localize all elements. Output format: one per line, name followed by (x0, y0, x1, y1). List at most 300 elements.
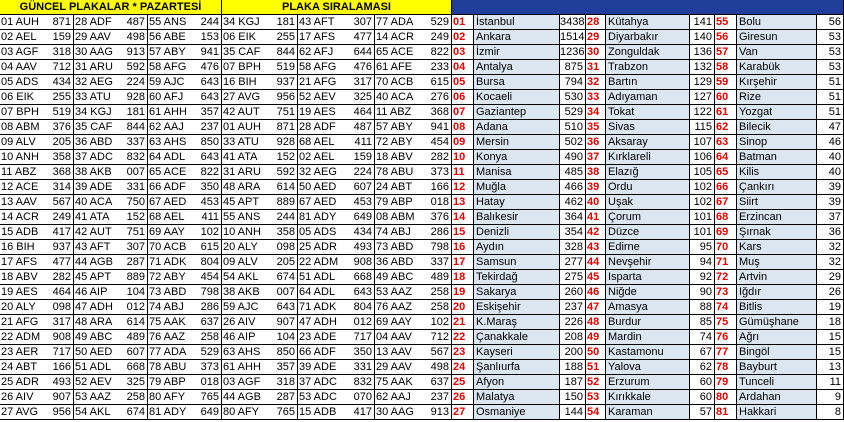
city-count[interactable]: 37 (817, 210, 844, 225)
city-count[interactable]: 60 (690, 375, 715, 390)
city-count[interactable]: 144 (560, 405, 586, 420)
rank-number[interactable]: 59 (715, 75, 737, 90)
plate-cell[interactable] (298, 285, 375, 300)
rank-number[interactable]: 10 (452, 150, 474, 165)
plate-cell[interactable] (298, 405, 375, 420)
plate-cell[interactable] (375, 405, 452, 420)
city-name[interactable]: Erzurum (606, 375, 690, 390)
city-name[interactable]: Antalya (474, 60, 560, 75)
plate-cell[interactable] (74, 330, 148, 345)
city-name[interactable]: Zonguldak (606, 45, 690, 60)
city-count[interactable]: 51 (817, 105, 844, 120)
plate-cell[interactable] (74, 285, 148, 300)
plate-cell[interactable] (74, 255, 148, 270)
city-count[interactable]: 51 (817, 90, 844, 105)
plate-cell[interactable] (222, 15, 298, 30)
city-count[interactable]: 11 (817, 375, 844, 390)
city-name[interactable]: İzmir (474, 45, 560, 60)
plate-cell[interactable] (298, 225, 375, 240)
plate-cell[interactable] (298, 390, 375, 405)
plate-cell[interactable] (222, 330, 298, 345)
plate-cell[interactable] (375, 165, 452, 180)
rank-number[interactable]: 70 (715, 240, 737, 255)
rank-number[interactable]: 31 (586, 60, 606, 75)
plate-cell[interactable] (222, 315, 298, 330)
plate-cell[interactable] (74, 270, 148, 285)
city-name[interactable]: Sakarya (474, 285, 560, 300)
rank-number[interactable]: 17 (452, 255, 474, 270)
city-count[interactable]: 53 (817, 45, 844, 60)
city-name[interactable]: Bartın (606, 75, 690, 90)
rank-number[interactable]: 50 (586, 345, 606, 360)
plate-cell[interactable] (222, 75, 298, 90)
city-count[interactable]: 141 (690, 15, 715, 30)
plate-cell[interactable] (74, 165, 148, 180)
plate-cell[interactable] (148, 240, 222, 255)
plate-cell[interactable] (74, 60, 148, 75)
plate-cell[interactable] (74, 120, 148, 135)
plate-cell[interactable] (74, 360, 148, 375)
city-count[interactable]: 101 (690, 225, 715, 240)
city-name[interactable]: Kırşehir (737, 75, 817, 90)
plate-cell[interactable] (0, 135, 74, 150)
plate-cell[interactable] (0, 375, 74, 390)
city-name[interactable]: Trabzon (606, 60, 690, 75)
plate-cell[interactable] (222, 360, 298, 375)
plate-cell[interactable] (0, 255, 74, 270)
plate-cell[interactable] (0, 45, 74, 60)
rank-number[interactable]: 06 (452, 90, 474, 105)
city-name[interactable]: Denizli (474, 225, 560, 240)
city-count[interactable]: 40 (817, 165, 844, 180)
city-count[interactable]: 115 (690, 120, 715, 135)
rank-number[interactable]: 05 (452, 75, 474, 90)
plate-cell[interactable] (148, 270, 222, 285)
plate-cell[interactable] (298, 330, 375, 345)
rank-number[interactable]: 47 (586, 300, 606, 315)
rank-number[interactable]: 16 (452, 240, 474, 255)
plate-cell[interactable] (222, 210, 298, 225)
city-name[interactable]: Tokat (606, 105, 690, 120)
plate-cell[interactable] (298, 75, 375, 90)
city-count[interactable]: 92 (690, 270, 715, 285)
plate-cell[interactable] (148, 360, 222, 375)
rank-number[interactable]: 25 (452, 375, 474, 390)
plate-cell[interactable] (0, 345, 74, 360)
city-name[interactable]: Mardin (606, 330, 690, 345)
rank-number[interactable]: 57 (715, 45, 737, 60)
city-count[interactable]: 47 (817, 120, 844, 135)
city-name[interactable]: Muğla (474, 180, 560, 195)
city-count[interactable]: 67 (690, 345, 715, 360)
plate-cell[interactable] (74, 210, 148, 225)
city-count[interactable]: 101 (690, 210, 715, 225)
city-count[interactable]: 226 (560, 315, 586, 330)
city-name[interactable]: Van (737, 45, 817, 60)
rank-number[interactable]: 35 (586, 120, 606, 135)
rank-number[interactable]: 72 (715, 270, 737, 285)
city-name[interactable]: Hakkari (737, 405, 817, 420)
plate-cell[interactable] (222, 150, 298, 165)
city-count[interactable]: 32 (817, 240, 844, 255)
rank-number[interactable]: 19 (452, 285, 474, 300)
rank-number[interactable]: 41 (586, 210, 606, 225)
rank-number[interactable]: 07 (452, 105, 474, 120)
city-count[interactable]: 275 (560, 270, 586, 285)
plate-cell[interactable] (375, 180, 452, 195)
rank-number[interactable]: 32 (586, 75, 606, 90)
city-count[interactable]: 277 (560, 255, 586, 270)
rank-number[interactable]: 68 (715, 210, 737, 225)
rank-number[interactable]: 36 (586, 135, 606, 150)
rank-number[interactable]: 43 (586, 240, 606, 255)
plate-cell[interactable] (375, 60, 452, 75)
city-count[interactable]: 875 (560, 60, 586, 75)
city-count[interactable]: 9 (817, 390, 844, 405)
rank-number[interactable]: 75 (715, 315, 737, 330)
city-count[interactable]: 19 (817, 300, 844, 315)
city-name[interactable]: Afyon (474, 375, 560, 390)
plate-cell[interactable] (375, 255, 452, 270)
city-name[interactable]: Elazığ (606, 165, 690, 180)
city-name[interactable]: Uşak (606, 195, 690, 210)
plate-cell[interactable] (74, 225, 148, 240)
city-count[interactable]: 51 (817, 75, 844, 90)
city-count[interactable]: 188 (560, 360, 586, 375)
plate-cell[interactable] (148, 60, 222, 75)
plate-cell[interactable] (148, 195, 222, 210)
plate-cell[interactable] (375, 195, 452, 210)
city-name[interactable]: Giresun (737, 30, 817, 45)
plate-cell[interactable] (222, 90, 298, 105)
rank-number[interactable]: 30 (586, 45, 606, 60)
plate-cell[interactable] (148, 30, 222, 45)
plate-cell[interactable] (222, 30, 298, 45)
city-name[interactable]: Bilecik (737, 120, 817, 135)
plate-cell[interactable] (222, 45, 298, 60)
plate-cell[interactable] (0, 105, 74, 120)
rank-number[interactable]: 13 (452, 195, 474, 210)
plate-cell[interactable] (298, 210, 375, 225)
city-name[interactable]: Gaziantep (474, 105, 560, 120)
plate-cell[interactable] (0, 30, 74, 45)
plate-cell[interactable] (375, 210, 452, 225)
plate-cell[interactable] (0, 300, 74, 315)
city-count[interactable]: 529 (560, 105, 586, 120)
rank-number[interactable]: 73 (715, 285, 737, 300)
rank-number[interactable]: 01 (452, 15, 474, 30)
plate-cell[interactable] (222, 375, 298, 390)
rank-number[interactable]: 08 (452, 120, 474, 135)
city-count[interactable]: 94 (690, 255, 715, 270)
city-name[interactable]: Hatay (474, 195, 560, 210)
city-name[interactable]: Malatya (474, 390, 560, 405)
city-name[interactable]: Manisa (474, 165, 560, 180)
plate-cell[interactable] (74, 30, 148, 45)
plate-cell[interactable] (298, 375, 375, 390)
city-name[interactable]: Sivas (606, 120, 690, 135)
plate-cell[interactable] (222, 405, 298, 420)
city-name[interactable]: Bolu (737, 15, 817, 30)
plate-cell[interactable] (148, 390, 222, 405)
city-count[interactable]: 56 (817, 15, 844, 30)
city-name[interactable]: Diyarbakır (606, 30, 690, 45)
rank-number[interactable]: 04 (452, 60, 474, 75)
city-name[interactable]: Çankırı (737, 180, 817, 195)
city-name[interactable]: Edirne (606, 240, 690, 255)
plate-cell[interactable] (74, 150, 148, 165)
plate-cell[interactable] (0, 15, 74, 30)
city-name[interactable]: Samsun (474, 255, 560, 270)
city-count[interactable]: 1514 (560, 31, 585, 43)
city-count[interactable]: 1236 (560, 46, 585, 58)
city-name[interactable]: Yalova (606, 360, 690, 375)
city-count[interactable]: 8 (817, 405, 844, 420)
plate-cell[interactable] (375, 330, 452, 345)
city-name[interactable]: K.Maraş (474, 315, 560, 330)
rank-number[interactable]: 74 (715, 300, 737, 315)
plate-cell[interactable] (298, 15, 375, 30)
city-count[interactable]: 140 (690, 30, 715, 45)
plate-cell[interactable] (0, 165, 74, 180)
city-name[interactable]: Ankara (474, 30, 560, 45)
plate-cell[interactable] (74, 15, 148, 30)
city-name[interactable]: Yozgat (737, 105, 817, 120)
city-count[interactable]: 260 (560, 285, 586, 300)
plate-cell[interactable] (298, 180, 375, 195)
city-name[interactable]: Eskişehir (474, 300, 560, 315)
city-name[interactable]: Bingöl (737, 345, 817, 360)
city-count[interactable]: 354 (560, 225, 586, 240)
rank-number[interactable]: 61 (715, 105, 737, 120)
city-name[interactable]: Ardahan (737, 390, 817, 405)
city-name[interactable]: Tunceli (737, 375, 817, 390)
city-name[interactable]: Düzce (606, 225, 690, 240)
city-name[interactable]: Kocaeli (474, 90, 560, 105)
plate-cell[interactable] (375, 30, 452, 45)
plate-cell[interactable] (148, 375, 222, 390)
plate-cell[interactable] (222, 255, 298, 270)
city-count[interactable]: 510 (560, 120, 586, 135)
plate-cell[interactable] (0, 270, 74, 285)
city-name[interactable]: Kars (737, 240, 817, 255)
rank-number[interactable]: 12 (452, 180, 474, 195)
plate-cell[interactable] (0, 405, 74, 420)
city-name[interactable]: Iğdır (737, 285, 817, 300)
plate-cell[interactable] (74, 135, 148, 150)
rank-number[interactable]: 80 (715, 390, 737, 405)
city-count[interactable]: 74 (690, 330, 715, 345)
rank-number[interactable]: 20 (452, 300, 474, 315)
city-count[interactable]: 490 (560, 150, 586, 165)
city-count[interactable]: 150 (560, 390, 586, 405)
city-name[interactable]: Amasya (606, 300, 690, 315)
rank-number[interactable]: 28 (586, 15, 606, 30)
plate-cell[interactable] (375, 105, 452, 120)
city-name[interactable]: Bursa (474, 75, 560, 90)
plate-cell[interactable] (298, 45, 375, 60)
plate-cell[interactable] (222, 300, 298, 315)
city-count[interactable]: 237 (560, 300, 586, 315)
rank-number[interactable]: 65 (715, 165, 737, 180)
city-name[interactable]: Kırıkkale (606, 390, 690, 405)
city-name[interactable]: Ordu (606, 180, 690, 195)
city-name[interactable]: Bayburt (737, 360, 817, 375)
city-count[interactable]: 95 (690, 240, 715, 255)
city-count[interactable]: 13 (817, 360, 844, 375)
city-name[interactable]: Ağrı (737, 330, 817, 345)
city-count[interactable]: 466 (560, 180, 586, 195)
rank-number[interactable]: 58 (715, 60, 737, 75)
rank-number[interactable]: 03 (452, 45, 474, 60)
plate-cell[interactable] (0, 330, 74, 345)
city-name[interactable]: Aksaray (606, 135, 690, 150)
plate-cell[interactable] (74, 45, 148, 60)
plate-cell[interactable] (74, 405, 148, 420)
plate-cell[interactable] (148, 75, 222, 90)
rank-number[interactable]: 15 (452, 225, 474, 240)
city-name[interactable]: İstanbul (474, 15, 560, 30)
city-name[interactable]: Muş (737, 255, 817, 270)
plate-cell[interactable] (0, 150, 74, 165)
city-count[interactable]: 26 (817, 285, 844, 300)
plate-cell[interactable] (298, 255, 375, 270)
plate-cell[interactable] (74, 300, 148, 315)
city-name[interactable]: Adana (474, 120, 560, 135)
plate-cell[interactable] (298, 165, 375, 180)
city-name[interactable]: Artvin (737, 270, 817, 285)
city-name[interactable]: Çanakkale (474, 330, 560, 345)
city-count[interactable]: 136 (690, 45, 715, 60)
city-count[interactable]: 105 (690, 165, 715, 180)
plate-cell[interactable] (0, 315, 74, 330)
city-name[interactable]: Kastamonu (606, 345, 690, 360)
plate-cell[interactable] (148, 345, 222, 360)
plate-cell[interactable] (148, 225, 222, 240)
city-name[interactable]: Niğde (606, 285, 690, 300)
plate-cell[interactable] (222, 195, 298, 210)
plate-cell[interactable] (222, 225, 298, 240)
plate-cell[interactable] (298, 150, 375, 165)
city-count[interactable]: 102 (690, 180, 715, 195)
plate-cell[interactable] (298, 345, 375, 360)
plate-cell[interactable] (0, 75, 74, 90)
rank-number[interactable]: 81 (715, 405, 737, 420)
plate-cell[interactable] (222, 285, 298, 300)
plate-cell[interactable] (375, 270, 452, 285)
city-name[interactable]: Rize (737, 90, 817, 105)
plate-cell[interactable] (222, 390, 298, 405)
plate-cell[interactable] (0, 225, 74, 240)
rank-number[interactable]: 67 (715, 195, 737, 210)
rank-number[interactable]: 18 (452, 270, 474, 285)
city-count[interactable]: 485 (560, 165, 586, 180)
city-name[interactable]: Çorum (606, 210, 690, 225)
city-name[interactable]: Osmaniye (474, 405, 560, 420)
city-name[interactable]: Mersin (474, 135, 560, 150)
rank-number[interactable]: 64 (715, 150, 737, 165)
plate-cell[interactable] (0, 180, 74, 195)
plate-cell[interactable] (375, 15, 452, 30)
plate-cell[interactable] (222, 135, 298, 150)
plate-cell[interactable] (222, 105, 298, 120)
plate-cell[interactable] (298, 240, 375, 255)
plate-cell[interactable] (148, 300, 222, 315)
rank-number[interactable]: 24 (452, 360, 474, 375)
city-count[interactable]: 187 (560, 375, 586, 390)
city-count[interactable]: 122 (690, 105, 715, 120)
city-count[interactable]: 60 (690, 390, 715, 405)
plate-cell[interactable] (148, 405, 222, 420)
rank-number[interactable]: 11 (452, 165, 474, 180)
plate-cell[interactable] (375, 315, 452, 330)
plate-cell[interactable] (148, 120, 222, 135)
plate-cell[interactable] (298, 195, 375, 210)
plate-cell[interactable] (0, 390, 74, 405)
plate-cell[interactable] (298, 105, 375, 120)
city-name[interactable]: Şırnak (737, 225, 817, 240)
plate-cell[interactable] (148, 285, 222, 300)
plate-cell[interactable] (74, 90, 148, 105)
plate-cell[interactable] (148, 210, 222, 225)
plate-cell[interactable] (298, 360, 375, 375)
rank-number[interactable]: 22 (452, 330, 474, 345)
rank-number[interactable]: 77 (715, 345, 737, 360)
rank-number[interactable]: 53 (586, 390, 606, 405)
plate-cell[interactable] (222, 270, 298, 285)
rank-number[interactable]: 62 (715, 120, 737, 135)
plate-cell[interactable] (375, 360, 452, 375)
rank-number[interactable]: 33 (586, 90, 606, 105)
plate-cell[interactable] (375, 240, 452, 255)
city-count[interactable]: 29 (817, 270, 844, 285)
plate-cell[interactable] (375, 225, 452, 240)
city-count[interactable]: 102 (690, 195, 715, 210)
city-name[interactable]: Gümüşhane (737, 315, 817, 330)
city-name[interactable]: Burdur (606, 315, 690, 330)
plate-cell[interactable] (148, 15, 222, 30)
rank-number[interactable]: 38 (586, 165, 606, 180)
plate-cell[interactable] (375, 390, 452, 405)
plate-cell[interactable] (74, 240, 148, 255)
city-count[interactable]: 502 (560, 135, 586, 150)
rank-number[interactable]: 26 (452, 390, 474, 405)
plate-cell[interactable] (375, 90, 452, 105)
city-count[interactable]: 40 (817, 150, 844, 165)
city-count[interactable]: 328 (560, 240, 586, 255)
rank-number[interactable]: 49 (586, 330, 606, 345)
rank-number[interactable]: 29 (586, 30, 606, 45)
rank-number[interactable]: 69 (715, 225, 737, 240)
plate-cell[interactable] (222, 345, 298, 360)
plate-cell[interactable] (375, 150, 452, 165)
city-name[interactable]: Karaman (606, 405, 690, 420)
city-name[interactable]: Tekirdağ (474, 270, 560, 285)
plate-cell[interactable] (375, 300, 452, 315)
plate-cell[interactable] (375, 285, 452, 300)
rank-number[interactable]: 56 (715, 30, 737, 45)
plate-cell[interactable] (148, 105, 222, 120)
city-name[interactable]: Siirt (737, 195, 817, 210)
city-count[interactable]: 530 (560, 90, 586, 105)
city-count[interactable]: 39 (817, 195, 844, 210)
plate-cell[interactable] (74, 345, 148, 360)
plate-cell[interactable] (148, 330, 222, 345)
plate-cell[interactable] (298, 315, 375, 330)
city-count[interactable]: 18 (817, 315, 844, 330)
rank-number[interactable]: 76 (715, 330, 737, 345)
city-name[interactable]: Adıyaman (606, 90, 690, 105)
